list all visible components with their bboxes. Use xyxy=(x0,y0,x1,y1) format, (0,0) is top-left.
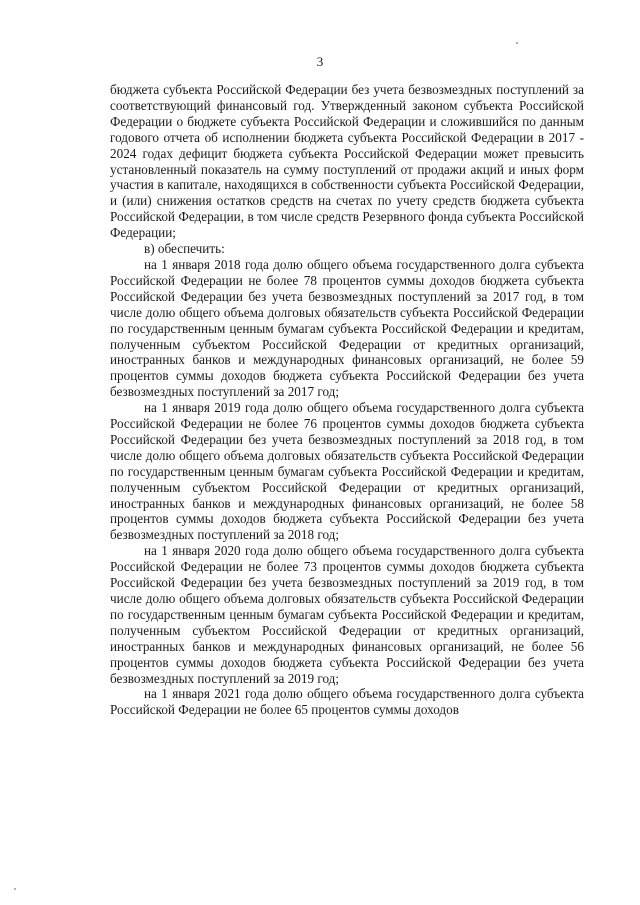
scan-speck xyxy=(14,888,16,890)
paragraph-debt-2021: на 1 января 2021 года долю общего объема государственного долга субъекта Российской Федерации не более 65 процентов суммы доходов xyxy=(110,686,584,718)
paragraph-ensure-heading: в) обеспечить: xyxy=(144,241,225,257)
document-body xyxy=(110,82,584,718)
paragraph-debt-2020: на 1 января 2020 года долю общего объема государственного долга субъекта Российской Федерации не более 73 процентов суммы доходов бюджета субъекта Российской Федерации без учета безвозмездных поступлений за 2019 год, в том числе долю общего объема долговых обязательств субъекта Российской Федерации по государственным ценным бумагам субъекта Российской Федерации и кредитам, полученным субъектом Российской Федерации от кредитных организаций, иностранных банков и международных финансовых организаций, не более 56 процентов суммы доходов бюджета субъекта Российской Федерации без учета безвозмездных поступлений за 2019 год; xyxy=(110,543,584,686)
paragraph-debt-2019: на 1 января 2019 года долю общего объема государственного долга субъекта Российской Федерации не более 76 процентов суммы доходов бюджета субъекта Российской Федерации без учета безвозмездных поступлений за 2018 год, в том числе долю общего объема долговых обязательств субъекта Российской Федерации по государственным ценным бумагам субъекта Российской Федерации и кредитам, полученным субъектом Российской Федерации от кредитных организаций, иностранных банков и международных финансовых организаций, не более 58 процентов суммы доходов бюджета субъекта Российской Федерации без учета безвозмездных поступлений за 2018 год; xyxy=(110,400,584,543)
page-number: 3 xyxy=(316,54,324,69)
scan-speck xyxy=(516,42,518,44)
paragraph-debt-2018: на 1 января 2018 года долю общего объема государственного долга субъекта Российской Федерации не более 78 процентов суммы доходов бюджета субъекта Российской Федерации без учета безвозмездных поступлений за 2017 год, в том числе долю общего объема долговых обязательств субъекта Российской Федерации по государственным ценным бумагам субъекта Российской Федерации и кредитам, полученным субъектом Российской Федерации от кредитных организаций, иностранных банков и международных финансовых организаций, не более 59 процентов суммы доходов бюджета субъекта Российской Федерации без учета безвозмездных поступлений за 2017 год; xyxy=(110,256,584,400)
paragraph-budget-deficit: бюджета субъекта Российской Федерации без учета безвозмездных поступлений за соответствующий финансовый год. Утвержденный законом субъекта Российской Федерации о бюджете субъекта Российской Федерации и сложившийся по данным годового отчета об исполнении бюджета субъекта Российской Федерации в 2017 - 2024 годах дефицит бюджета субъекта Российской Федерации может превысить установленный показатель на сумму поступлений от продажи акций и иных форм участия в капитале, находящихся в собственности субъекта Российской Федерации, и (или) снижения остатков средств на счетах по учету средств бюджета субъекта Российской Федерации, в том числе средств Резервного фонда субъекта Российской Федерации; xyxy=(110,82,584,241)
